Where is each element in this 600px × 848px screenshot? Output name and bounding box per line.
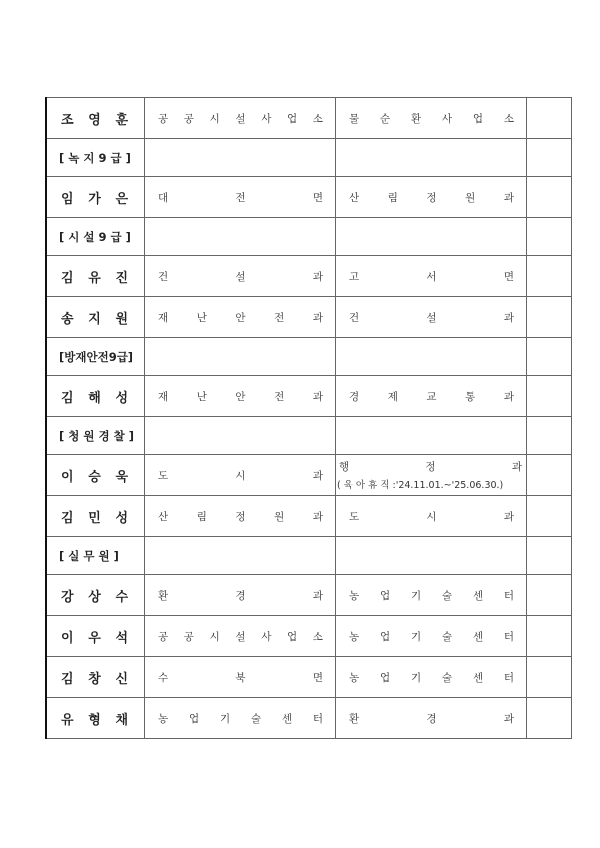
from-department: 수 북 면 (158, 671, 323, 684)
to-department: 농 업 기 술 센 터 (349, 671, 514, 684)
from-department: 재 난 안 전 과 (158, 390, 323, 403)
person-name: 이 우 석 (61, 630, 128, 646)
category-label: [ 실 무 원 ] (59, 548, 119, 563)
category-row (46, 218, 572, 256)
note-cell (527, 575, 572, 616)
note-cell (527, 177, 572, 218)
to-department: 농 업 기 술 센 터 (349, 589, 514, 602)
person-name: 임 가 은 (61, 191, 128, 207)
empty-cell (145, 417, 336, 455)
note-cell (527, 537, 572, 575)
table-row (46, 657, 572, 698)
empty-cell (145, 139, 336, 177)
name-cell (46, 297, 145, 338)
table-row (46, 177, 572, 218)
category-row (46, 338, 572, 376)
note-cell (527, 657, 572, 698)
empty-cell (336, 218, 527, 256)
note-cell (527, 218, 572, 256)
from-department-cell (145, 297, 336, 338)
person-name: 이 승 욱 (61, 469, 128, 485)
table-row (46, 455, 572, 496)
note-cell (527, 496, 572, 537)
table-row (46, 98, 572, 139)
category-label: [ 시 설 9 급 ] (59, 229, 131, 244)
from-department: 공 공 시 설 사 업 소 (158, 112, 323, 125)
table-row (46, 256, 572, 297)
from-department-cell (145, 496, 336, 537)
category-cell (46, 417, 145, 455)
from-department: 농 업 기 술 센 터 (158, 712, 323, 725)
from-department-cell (145, 256, 336, 297)
empty-cell (145, 338, 336, 376)
name-cell (46, 98, 145, 139)
table-row (46, 575, 572, 616)
note-cell (527, 455, 572, 496)
table-row (46, 698, 572, 739)
note-cell (527, 417, 572, 455)
to-department: 농 업 기 술 센 터 (349, 630, 514, 643)
empty-cell (145, 537, 336, 575)
from-department: 재 난 안 전 과 (158, 311, 323, 324)
note-cell (527, 376, 572, 417)
person-name: 조 영 훈 (61, 112, 128, 128)
from-department-cell (145, 98, 336, 139)
empty-cell (336, 537, 527, 575)
from-department-cell (145, 657, 336, 698)
note-cell (527, 338, 572, 376)
category-row (46, 417, 572, 455)
name-cell (46, 455, 145, 496)
from-department-cell (145, 376, 336, 417)
from-department-cell (145, 616, 336, 657)
table-body (46, 98, 572, 739)
category-cell (46, 537, 145, 575)
name-cell (46, 177, 145, 218)
to-department-cell (336, 177, 527, 218)
from-department-cell (145, 575, 336, 616)
category-cell (46, 139, 145, 177)
person-name: 강 상 수 (61, 589, 128, 605)
person-name: 유 형 채 (61, 712, 128, 728)
table-row (46, 616, 572, 657)
to-department-cell (336, 256, 527, 297)
category-cell (46, 218, 145, 256)
name-cell (46, 657, 145, 698)
to-department-cell (336, 455, 527, 496)
note-cell (527, 616, 572, 657)
to-department-cell (336, 616, 527, 657)
to-department-cell (336, 657, 527, 698)
empty-cell (145, 218, 336, 256)
from-department-cell (145, 177, 336, 218)
to-department-cell (336, 376, 527, 417)
empty-cell (336, 139, 527, 177)
name-cell (46, 616, 145, 657)
name-cell (46, 698, 145, 739)
category-label: [방재안전9급] (59, 349, 134, 364)
category-label: [ 청 원 경 찰 ] (59, 428, 134, 443)
person-name: 김 창 신 (61, 671, 128, 687)
to-department-cell (336, 698, 527, 739)
person-name: 송 지 원 (61, 311, 128, 327)
category-row (46, 139, 572, 177)
from-department: 건 설 과 (158, 270, 323, 283)
from-department-cell (145, 455, 336, 496)
to-department: 경 제 교 통 과 (349, 390, 514, 403)
to-department: 도 시 과 (349, 510, 514, 523)
to-department: 환 경 과 (349, 712, 514, 725)
to-department: 물 순 환 사 업 소 (349, 112, 514, 125)
table-row (46, 376, 572, 417)
from-department: 산 림 정 원 과 (158, 510, 323, 523)
person-name: 김 해 성 (61, 390, 128, 406)
empty-cell (336, 338, 527, 376)
from-department: 공 공 시 설 사 업 소 (158, 630, 323, 643)
to-department: 건 설 과 (349, 311, 514, 324)
to-department: 고 서 면 (349, 270, 514, 283)
from-department: 환 경 과 (158, 589, 323, 602)
name-cell (46, 575, 145, 616)
category-cell (46, 338, 145, 376)
empty-cell (336, 417, 527, 455)
category-row (46, 537, 572, 575)
category-label: [ 녹 지 9 급 ] (59, 150, 131, 165)
person-name: 김 유 진 (61, 270, 128, 286)
personnel-transfer-table (45, 97, 572, 739)
name-cell (46, 256, 145, 297)
note-cell (527, 139, 572, 177)
note-cell (527, 98, 572, 139)
to-department: 산 림 정 원 과 (349, 191, 514, 204)
name-cell (46, 496, 145, 537)
from-department: 대 전 면 (158, 191, 323, 204)
from-department-cell (145, 698, 336, 739)
note-cell (527, 698, 572, 739)
table-row (46, 297, 572, 338)
to-department-cell (336, 98, 527, 139)
person-name: 김 민 성 (61, 510, 128, 526)
table-row (46, 496, 572, 537)
note-cell (527, 297, 572, 338)
from-department: 도 시 과 (158, 469, 323, 482)
to-department: 행 정 과 (339, 461, 522, 473)
name-cell (46, 376, 145, 417)
to-department-cell (336, 575, 527, 616)
leave-note: ( 육 아 휴 직 :'24.11.01.~'25.06.30.) (337, 480, 504, 491)
note-cell (527, 256, 572, 297)
to-department-cell (336, 297, 527, 338)
to-department-cell (336, 496, 527, 537)
